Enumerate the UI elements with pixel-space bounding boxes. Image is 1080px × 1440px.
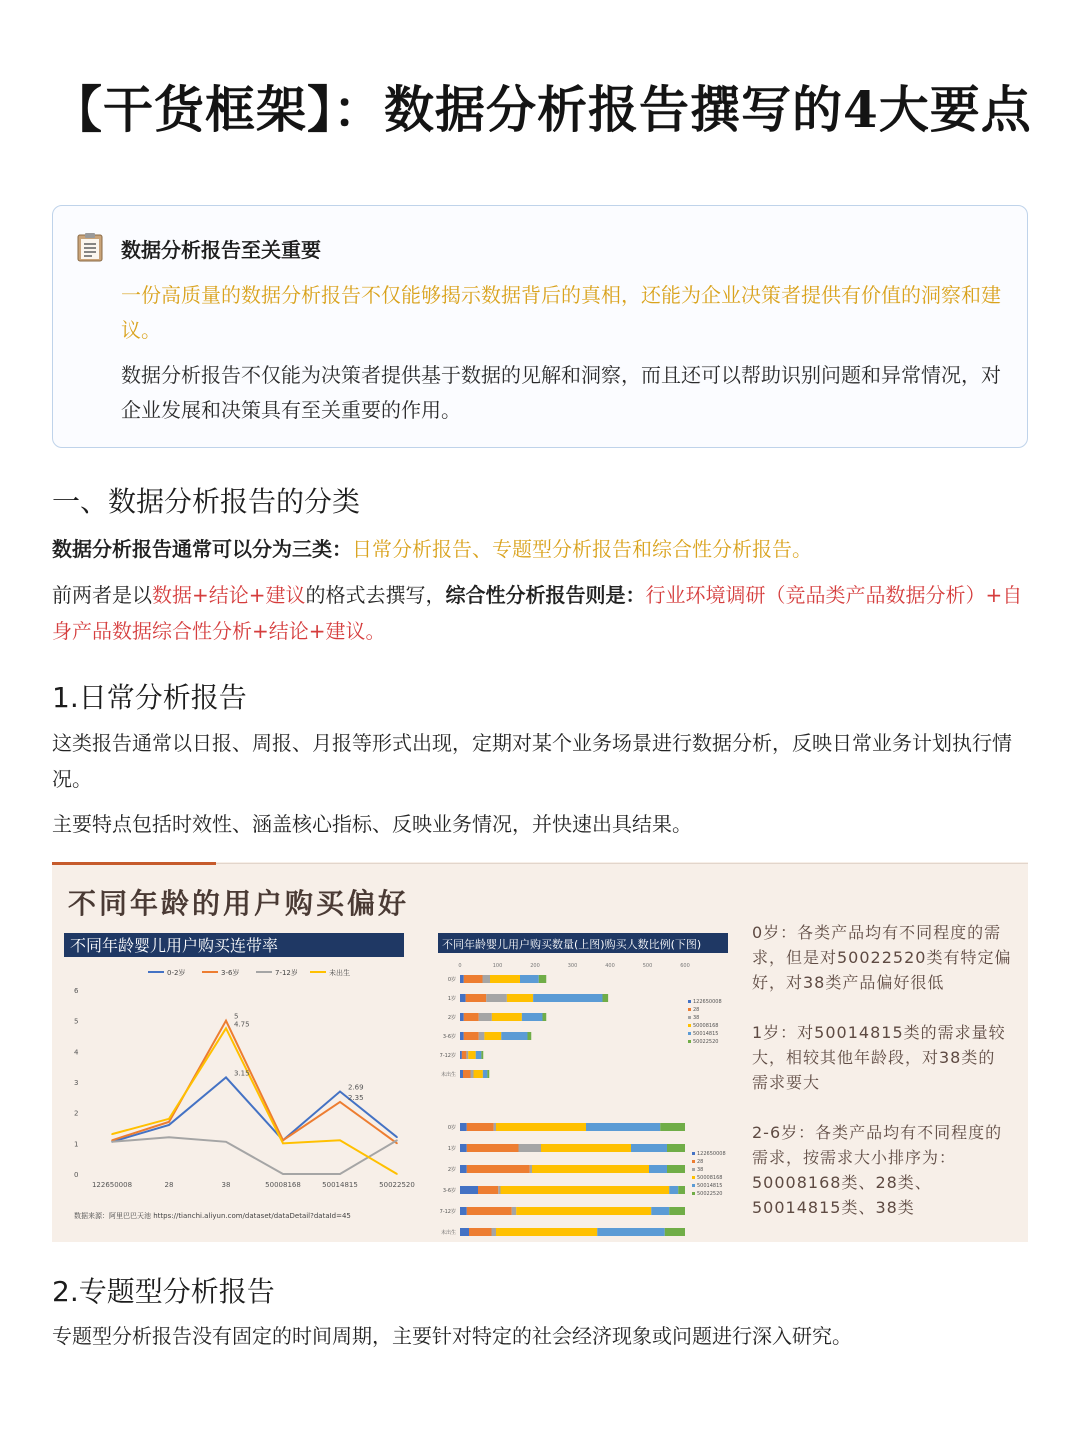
callout-box (52, 205, 1028, 448)
bar-segment (492, 1228, 497, 1236)
section-heading-daily: 1.日常分析报告 (52, 681, 247, 714)
bar-segment (466, 994, 487, 1002)
x-tick-label: 600 (680, 963, 690, 969)
legend-swatch (692, 1160, 695, 1163)
bar-segment (541, 1144, 631, 1152)
x-tick-label: 38 (221, 1181, 231, 1189)
series-point (168, 1124, 170, 1126)
legend-label: 50022520 (697, 1191, 723, 1197)
category-label: 2岁 (447, 1167, 456, 1173)
bar-segment (665, 1228, 685, 1236)
bar-segment (467, 1123, 494, 1131)
y-tick-label: 0 (74, 1171, 79, 1179)
callout-highlight: 一份高质量的数据分析报告不仅能够揭示数据背后的真相，还能为企业决策者提供有价值的洞察和建议。 (121, 283, 1001, 342)
bar-segment (487, 1070, 489, 1078)
series-point (339, 1139, 341, 1141)
bar-segment (651, 1207, 669, 1215)
bar-segment (460, 1144, 467, 1152)
legend-label: 3-6岁 (221, 969, 240, 977)
series-point (282, 1173, 284, 1175)
bar-segment (669, 1186, 678, 1194)
bar-segment (667, 1144, 685, 1152)
comprehensive-format: 行业环境调研（竞品类产品数据分析）+自身产品数据综合性分析+结论+建议。 (52, 583, 1023, 643)
x-tick-label: 50014815 (322, 1181, 358, 1189)
x-tick-label: 300 (567, 963, 578, 969)
legend-label: 28 (697, 1159, 704, 1165)
category-label: 未出生 (440, 1072, 456, 1078)
y-tick-label: 3 (74, 1079, 79, 1087)
bar-segment (543, 1013, 547, 1021)
topical-paragraph-1: 专题型分析报告没有固定的时间周期，主要针对特定的社会经济现象或问题进行深入研究。 (52, 1324, 852, 1348)
bar-segment (479, 1013, 492, 1021)
series-point (396, 1143, 398, 1145)
bar-segment (481, 1051, 483, 1059)
category-label: 1岁 (447, 996, 456, 1002)
legend-swatch (692, 1152, 695, 1155)
series-point (396, 1173, 398, 1175)
legend-swatch (692, 1176, 695, 1179)
bar-segment (519, 1144, 542, 1152)
legend-label: 50008168 (697, 1175, 723, 1181)
bar-segment (667, 1165, 685, 1173)
callout-body: 数据分析报告不仅能为决策者提供基于数据的见解和洞察，而且还可以帮助识别问题和异常情况，对企业发展和决策具有至关重要的作用。 (121, 363, 1001, 422)
data-label: 3.15 (234, 1069, 250, 1078)
bar-segment (464, 1013, 479, 1021)
bar-segment (512, 1207, 517, 1215)
bar-segment (460, 1228, 469, 1236)
legend-label: 122650008 (693, 999, 722, 1005)
callout-title: 数据分析报告至关重要 (121, 238, 321, 262)
x-tick-label: 50022520 (379, 1181, 415, 1189)
line-chart-title: 不同年龄婴儿用户购买连带率 (70, 936, 279, 955)
figure-image (52, 862, 1028, 1242)
bar-segment (460, 1051, 462, 1059)
x-tick-label: 122650008 (91, 1181, 133, 1189)
bar-segment (522, 1013, 543, 1021)
daily-paragraph-1: 这类报告通常以日报、周报、月报等形式出现，定期对某个业务场景进行数据分析，反映日常业务计划执行情况。 (52, 731, 1012, 791)
bar-segment (469, 1228, 492, 1236)
comprehensive-lead: 综合性分析报告则是： (445, 583, 646, 607)
bar-segment (532, 1165, 649, 1173)
series-line (112, 1137, 397, 1174)
bar-segment (533, 994, 602, 1002)
page-title: 【干货框架】：数据分析报告撰写的4大要点 (52, 80, 1032, 139)
series-line (112, 1021, 397, 1144)
section-heading-topical: 2.专题型分析报告 (52, 1275, 275, 1308)
legend-label: 28 (693, 1007, 700, 1013)
bar-segment (471, 1070, 474, 1078)
figure-note-1: 1岁：对50014815类的需求量较大，相较其他年龄段，对38类的需求要大 (752, 1023, 1006, 1092)
bar-segment (460, 975, 464, 983)
bar-segment (649, 1165, 667, 1173)
bar-segment (474, 1070, 483, 1078)
x-tick-label: 200 (530, 963, 540, 969)
legend-swatch (688, 1016, 691, 1019)
bar-segment (498, 1186, 500, 1194)
category-label: 未出生 (440, 1230, 456, 1236)
y-tick-label: 6 (74, 987, 79, 995)
bar-segment (479, 1032, 485, 1040)
x-tick-label: 28 (164, 1181, 174, 1189)
bar-segment (516, 1207, 651, 1215)
series-point (225, 1020, 227, 1022)
series-point (111, 1141, 113, 1143)
bar-segment (603, 994, 609, 1002)
figure-note-0: 0岁：各类产品均有不同程度的需求，但是对50022520类有特定偏好，对38类产品偏好很低 (752, 923, 1012, 992)
bar-segment (460, 1032, 464, 1040)
classification-paragraph-2 (52, 577, 1027, 649)
series-point (225, 1141, 227, 1143)
line-chart (74, 968, 415, 1189)
legend-swatch (688, 1000, 691, 1003)
category-label: 7-12岁 (439, 1209, 456, 1215)
x-tick-label: 500 (642, 963, 653, 969)
series-point (339, 1101, 341, 1103)
bar-segment (597, 1228, 665, 1236)
daily-paragraph-2: 主要特点包括时效性、涵盖核心指标、反映业务情况，并快速出具结果。 (52, 812, 692, 836)
bar-segment (484, 1032, 501, 1040)
bar-chart-ratio (440, 1123, 726, 1236)
figure-notes (752, 920, 1012, 1242)
bar-segment (496, 1123, 586, 1131)
bar-segment (501, 1186, 670, 1194)
series-point (339, 1173, 341, 1175)
section-heading-classification: 一、数据分析报告的分类 (52, 485, 361, 518)
bar-segment (463, 1070, 471, 1078)
y-tick-label: 2 (74, 1109, 79, 1118)
bar-segment (460, 1013, 464, 1021)
classification-paragraph-1 (52, 531, 1027, 567)
bar-segment (467, 1144, 519, 1152)
bar-segment (520, 975, 539, 983)
legend-label: 未出生 (329, 969, 350, 977)
legend-label: 50014815 (697, 1183, 723, 1189)
bar-segment (462, 1051, 467, 1059)
category-label: 0岁 (447, 977, 456, 983)
bar-segment (501, 1032, 527, 1040)
bar-segment (466, 1051, 468, 1059)
legend-label: 50008168 (693, 1023, 719, 1029)
bar-segment (460, 1165, 467, 1173)
text-span: 前两者是以 (52, 583, 152, 607)
x-tick-label: 400 (605, 963, 615, 969)
legend-swatch (692, 1184, 695, 1187)
data-label: 2.69 (348, 1083, 364, 1092)
bar-segment (669, 1207, 685, 1215)
text-span: 的格式去撰写， (305, 583, 446, 607)
bar-segment (464, 1032, 479, 1040)
bar-segment (494, 1123, 496, 1131)
bar-segment (496, 1228, 597, 1236)
bar-segment (490, 975, 520, 983)
bar-segment (476, 1051, 482, 1059)
bar-segment (492, 1013, 522, 1021)
clipboard-icon (77, 232, 103, 262)
series-point (111, 1133, 113, 1135)
series-point (396, 1139, 398, 1141)
bar-segment (678, 1186, 685, 1194)
bar-segment (460, 994, 466, 1002)
legend-swatch (692, 1192, 695, 1195)
figure-title: 不同年龄的用户购买偏好 (68, 887, 410, 920)
legend-swatch (692, 1168, 695, 1171)
category-label: 3-6岁 (442, 1188, 456, 1194)
bar-segment (467, 1165, 530, 1173)
category-label: 0岁 (447, 1125, 456, 1131)
bar-segment (483, 975, 491, 983)
legend-swatch (688, 1024, 691, 1027)
bar-segment (660, 1123, 685, 1131)
bar-segment (483, 1070, 488, 1078)
figure-source: 数据来源：阿里巴巴天池 https://tianchi.aliyun.com/dataset/dataDetail?dataId=45 (74, 1212, 351, 1220)
bar-chart-title: 不同年龄婴儿用户购买数量(上图)购买人数比例(下图) (442, 938, 702, 951)
series-point (282, 1143, 284, 1145)
category-label: 3-6岁 (442, 1034, 456, 1040)
category-label: 1岁 (447, 1146, 456, 1152)
bar-segment (460, 1123, 467, 1131)
bar-chart-quantity (440, 963, 722, 1078)
series-point (225, 1077, 227, 1079)
category-label: 7-12岁 (439, 1053, 456, 1059)
y-tick-label: 1 (74, 1140, 79, 1149)
legend-label: 0-2岁 (167, 969, 186, 977)
legend-swatch (688, 1008, 691, 1011)
bar-segment (631, 1144, 667, 1152)
legend-label: 38 (693, 1015, 700, 1021)
series-point (396, 1136, 398, 1138)
legend-label: 7-12岁 (275, 969, 298, 977)
category-label: 2岁 (447, 1015, 456, 1021)
format-highlight: 数据+结论+建议 (152, 583, 306, 607)
y-tick-label: 5 (74, 1017, 79, 1026)
x-tick-label: 0 (458, 963, 462, 969)
figure-charts (52, 862, 742, 1242)
data-label: 4.75 (234, 1020, 250, 1029)
bar-segment (530, 1165, 532, 1173)
x-tick-label: 50008168 (265, 1181, 301, 1189)
x-tick-label: 100 (492, 963, 503, 969)
series-point (225, 1028, 227, 1030)
series-point (168, 1121, 170, 1123)
bar-segment (539, 975, 547, 983)
bar-segment (467, 1207, 512, 1215)
bar-segment (528, 1032, 532, 1040)
series-point (168, 1118, 170, 1120)
legend-swatch (688, 1040, 691, 1043)
legend-label: 38 (697, 1167, 704, 1173)
legend-label: 50014815 (693, 1031, 719, 1037)
bar-segment (507, 994, 533, 1002)
data-label: 2.35 (348, 1093, 364, 1102)
bar-segment (586, 1123, 660, 1131)
classification-lead: 数据分析报告通常可以分为三类： (52, 537, 352, 561)
bar-segment (460, 1207, 467, 1215)
legend-label: 50022520 (693, 1039, 719, 1045)
legend-swatch (688, 1032, 691, 1035)
figure-note-2: 2-6岁：各类产品均有不同程度的需求，按需求大小排序为：50008168类、28类、50014815类、38类 (752, 1123, 1003, 1217)
bar-segment (468, 1051, 476, 1059)
series-point (339, 1091, 341, 1093)
series-point (168, 1136, 170, 1138)
bar-segment (460, 1186, 478, 1194)
y-tick-label: 4 (74, 1048, 79, 1057)
bar-segment (486, 994, 507, 1002)
data-label: 5 (234, 1012, 239, 1021)
bar-segment (478, 1186, 498, 1194)
bar-segment (464, 975, 483, 983)
classification-types: 日常分析报告、专题型分析报告和综合性分析报告。 (352, 537, 812, 561)
legend-label: 122650008 (697, 1151, 726, 1157)
bar-segment (460, 1070, 463, 1078)
